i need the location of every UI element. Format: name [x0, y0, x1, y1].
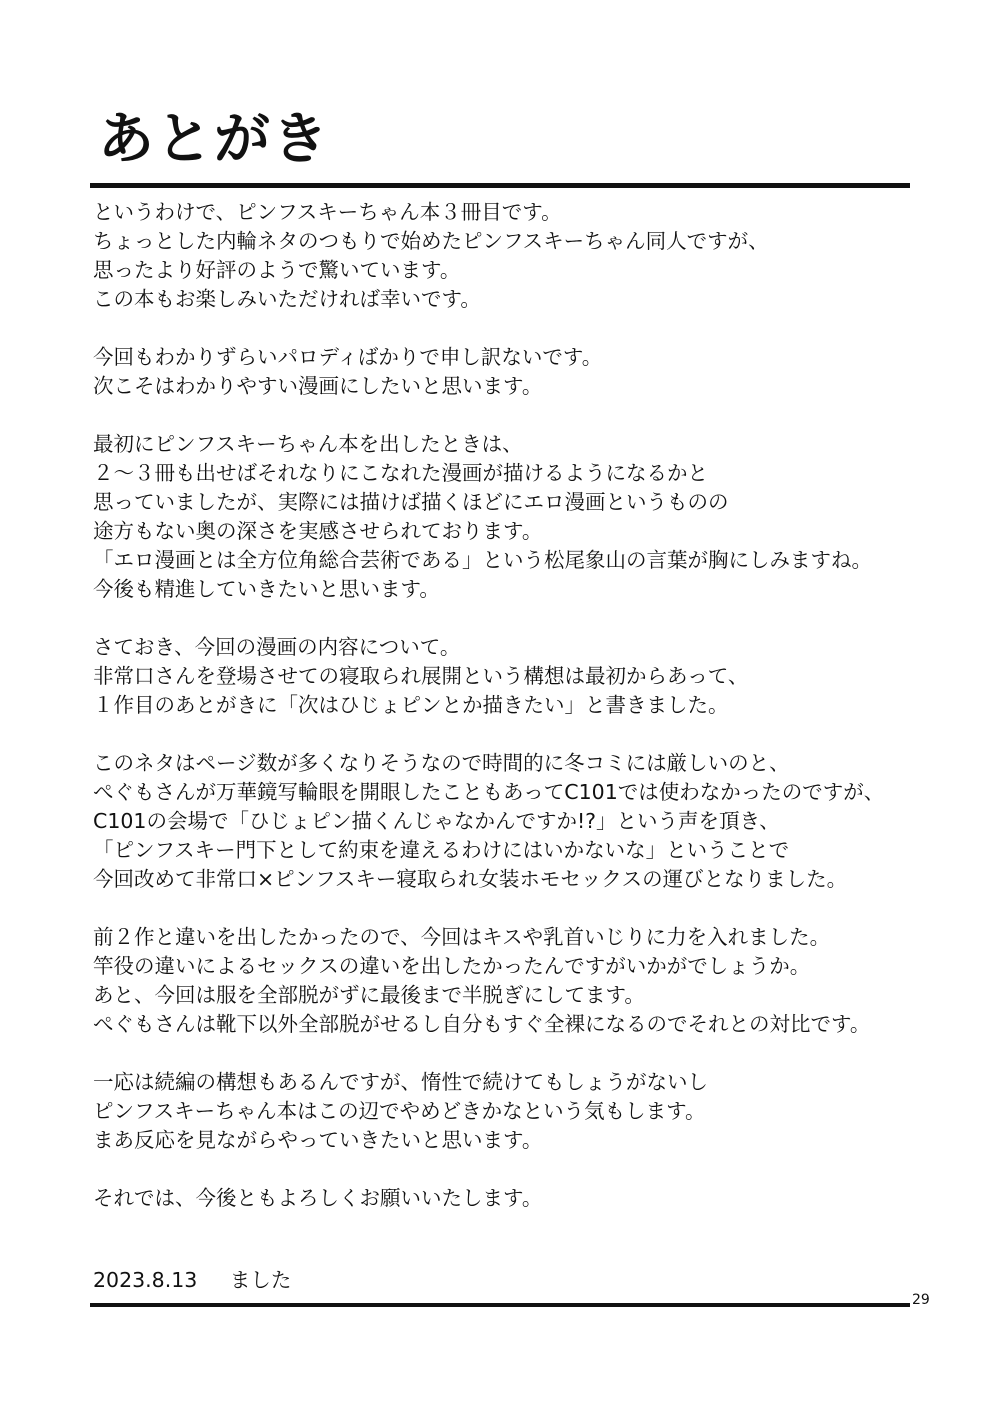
page-number: 29 [912, 1292, 930, 1308]
text-line: あと、今回は服を全部脱がずに最後まで半脱ぎにしてます。 [93, 983, 645, 1007]
text-line: 前２作と違いを出したかったので、今回はキスや乳首いじりに力を入れました。 [93, 925, 831, 949]
text-line: 次こそはわかりやすい漫画にしたいと思います。 [93, 374, 543, 398]
title-divider [90, 183, 910, 188]
text-line: 一応は続編の構想もあるんですが、惰性で続けてもしょうがないし [93, 1070, 708, 1094]
text-line: 思っていましたが、実際には描けば描くほどにエロ漫画というものの [93, 490, 729, 514]
signature-date: 2023.8.13 [93, 1268, 198, 1292]
paragraph [93, 343, 923, 401]
text-line: まあ反応を見ながらやっていきたいと思います。 [93, 1128, 543, 1152]
text-line: このネタはページ数が多くなりそうなので時間的に冬コミには厳しいのと、 [93, 751, 790, 775]
text-line: 「ピンフスキー門下として約束を違えるわけにはいかないな」ということで [93, 838, 790, 862]
paragraph [93, 923, 923, 1039]
text-line: ぺぐもさんが万華鏡写輪眼を開眼したこともあってC101では使わなかったのですが、 [93, 780, 885, 804]
text-line: さておき、今回の漫画の内容について。 [93, 635, 461, 659]
paragraph [93, 430, 923, 604]
paragraph [93, 1184, 923, 1213]
text-line: 今後も精進していきたいと思います。 [93, 577, 440, 601]
paragraph [93, 633, 923, 720]
text-line: C101の会場で「ひじょピン描くんじゃなかんですか!?」という声を頂き、 [93, 809, 780, 833]
paragraph [93, 749, 923, 894]
text-line: ピンフスキーちゃん本はこの辺でやめどきかなという気もします。 [93, 1099, 706, 1123]
text-line: 「エロ漫画とは全方位角総合芸術である」という松尾象山の言葉が胸にしみますね。 [93, 548, 872, 572]
text-line: それでは、今後ともよろしくお願いいたします。 [93, 1186, 543, 1210]
text-line: ２～３冊も出せばそれなりにこなれた漫画が描けるようになるかと [93, 461, 708, 485]
signature [93, 1267, 291, 1293]
text-line: というわけで、ピンフスキーちゃん本３冊目です。 [93, 200, 562, 224]
afterword-body [93, 198, 923, 1213]
text-line: 途方もない奥の深さを実感させられております。 [93, 519, 543, 543]
text-line: 竿役の違いによるセックスの違いを出したかったんですがいかがでしょうか。 [93, 954, 811, 978]
text-line: この本もお楽しみいただければ幸いです。 [93, 287, 481, 311]
footer-divider [90, 1303, 910, 1307]
paragraph [93, 198, 923, 314]
page-title: あとがき [98, 107, 330, 172]
text-line: 今回もわかりずらいパロディばかりで申し訳ないです。 [93, 345, 603, 369]
text-line: ぺぐもさんは靴下以外全部脱がせるし自分もすぐ全裸になるのでそれとの対比です。 [93, 1012, 871, 1036]
text-line: 思ったより好評のようで驚いています。 [93, 258, 461, 282]
text-line: 最初にピンフスキーちゃん本を出したときは、 [93, 432, 523, 456]
text-line: ちょっとした内輪ネタのつもりで始めたピンフスキーちゃん同人ですが、 [93, 229, 769, 253]
text-line: 今回改めて非常口×ピンフスキー寝取られ女装ホモセックスの運びとなりました。 [93, 867, 848, 891]
paragraph [93, 1068, 923, 1155]
text-line: 非常口さんを登場させての寝取られ展開という構想は最初からあって、 [93, 664, 749, 688]
signature-author: ました [229, 1268, 292, 1292]
text-line: １作目のあとがきに「次はひじょピンとか描きたい」と書きました。 [93, 693, 729, 717]
